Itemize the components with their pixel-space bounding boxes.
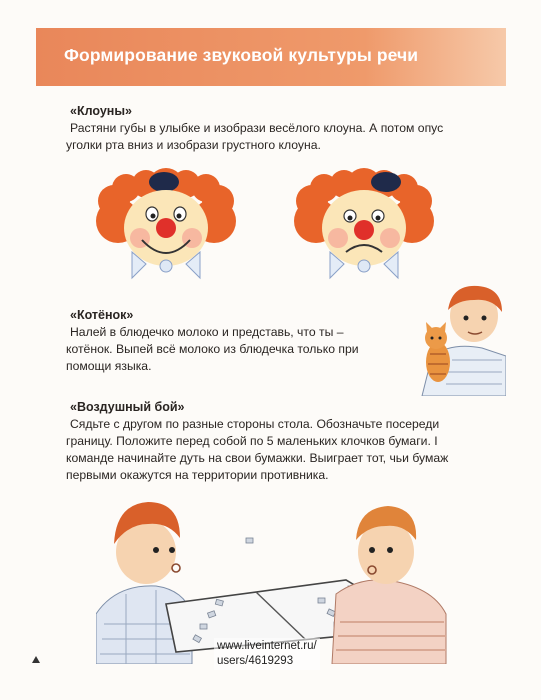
section-title-kitten: «Котёнок» bbox=[70, 308, 134, 322]
happy-clown-illustration bbox=[96, 166, 236, 284]
section-text-line: Налей в блюдечко молоко и представь, что ты – bbox=[70, 325, 344, 339]
section-title-air-battle: «Воздушный бой» bbox=[70, 400, 185, 414]
section-text-line: границу. Положите перед собой по 5 маленьких клочков бумаги. І bbox=[66, 434, 438, 448]
section-text-line: команде начинайте дуть на свои бумажки. Выиграет тот, чьи бумаж bbox=[66, 451, 449, 465]
clown-hat bbox=[149, 172, 179, 192]
section-text-line: Растяни губы в улыбке и изобрази весёлого клоуна. А потом опус bbox=[70, 121, 444, 135]
section-text-line: Сядьте с другом по разные стороны стола. Обозначьте посереди bbox=[70, 417, 440, 431]
section-text-line: помощи языка. bbox=[66, 359, 152, 373]
section-text-line: котёнок. Выпей всё молоко из блюдечка только при bbox=[66, 342, 359, 356]
corner-triangle-icon bbox=[32, 656, 40, 663]
section-text-line: первыми окажутся на территории противника. bbox=[66, 468, 329, 482]
watermark bbox=[214, 638, 320, 670]
watermark-line: www.liveinternet.ru/ bbox=[217, 640, 317, 652]
clown-nose bbox=[156, 218, 176, 238]
page-title: Формирование звуковой культуры речи bbox=[64, 45, 419, 65]
boy-with-kitten-illustration bbox=[412, 276, 506, 396]
clown-hat bbox=[371, 172, 401, 192]
sad-clown-illustration bbox=[294, 166, 434, 284]
header-band bbox=[36, 28, 506, 86]
clown-nose bbox=[354, 220, 374, 240]
section-text-line: уголки рта вниз и изобрази грустного клоуна. bbox=[66, 138, 321, 152]
section-title-clowns: «Клоуны» bbox=[70, 104, 132, 118]
kitten bbox=[425, 322, 450, 382]
watermark-line: users/4619293 bbox=[217, 655, 294, 667]
